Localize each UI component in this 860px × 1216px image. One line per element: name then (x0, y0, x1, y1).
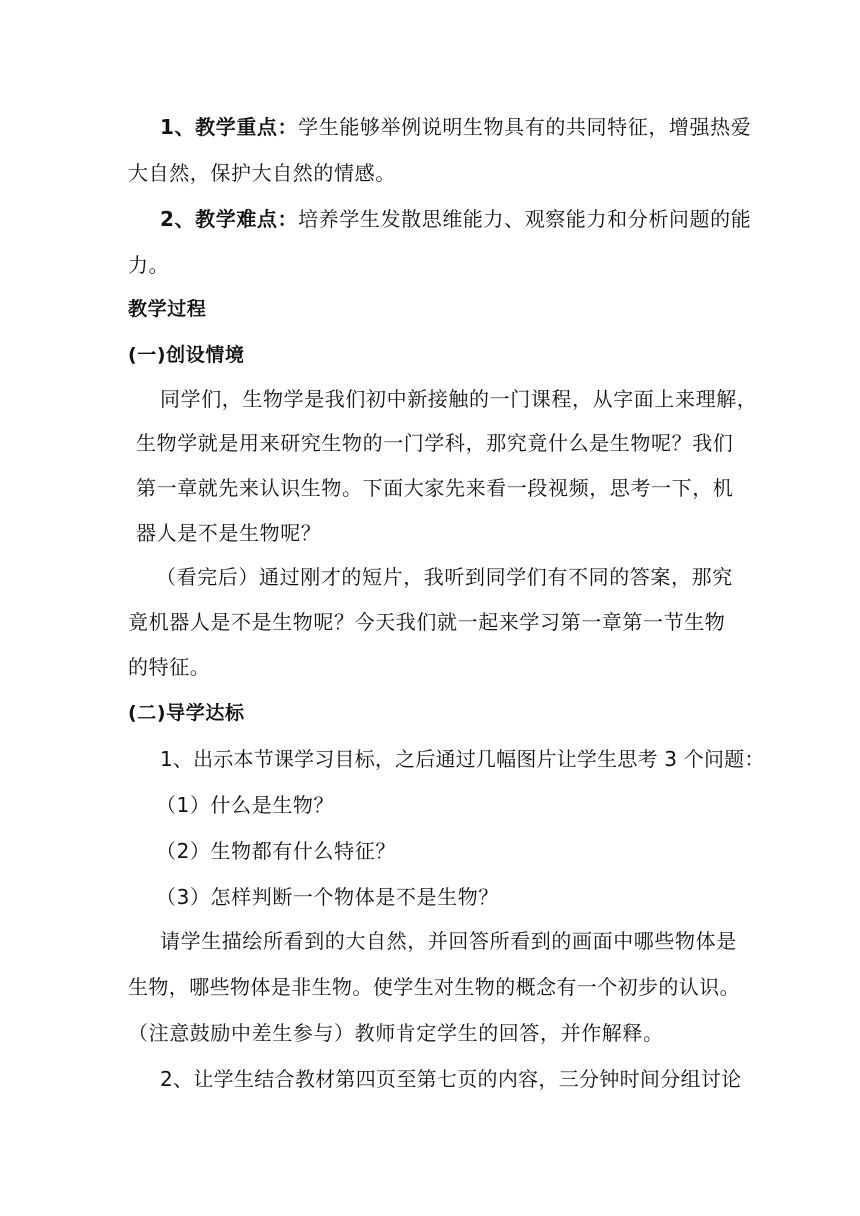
teaching-focus-label: 1、教学重点： (160, 115, 299, 139)
question-3: （3）怎样判断一个物体是不是生物？ (156, 885, 499, 909)
section-1-paragraph-2-line-2: 竟机器人是不是生物呢？今天我们就一起来学习第一章第一节生物 (128, 610, 726, 634)
teaching-process-heading: 教学过程 (128, 298, 207, 320)
question-1: （1）什么是生物？ (156, 793, 335, 817)
question-2: （2）生物都有什么特征？ (156, 839, 396, 863)
section-2-paragraph-3-line-2: 生物，哪些物体是非生物。使学生对生物的概念有一个初步的认识。 (128, 975, 740, 999)
section-1-paragraph-1-line-3: 第一章就先来认识生物。下面大家先来看一段视频，思考一下，机 (136, 476, 734, 500)
section-2-paragraph-3-line-3: （注意鼓励中差生参与）教师肯定学生的回答，并作解释。 (128, 1021, 664, 1045)
teaching-focus-line-2: 大自然，保护大自然的情感。 (128, 161, 396, 185)
section-1-heading: (一)创设情境 (128, 344, 245, 366)
section-2-heading: (二)导学达标 (128, 702, 245, 724)
section-2-paragraph-4: 2、让学生结合教材第四页至第七页的内容，三分钟时间分组讨论 (160, 1067, 742, 1091)
section-1-paragraph-1-line-1: 同学们，生物学是我们初中新接触的一门课程，从字面上来理解， (160, 387, 758, 411)
section-1-paragraph-2-line-1: （看完后）通过刚才的短片，我听到同学们有不同的答案，那究 (156, 565, 733, 589)
section-1-paragraph-1-line-2: 生物学就是用来研究生物的一门学科，那究竟什么是生物呢？我们 (136, 431, 734, 455)
section-2-intro: 1、出示本节课学习目标，之后通过几幅图片让学生思考 3 个问题： (160, 747, 765, 771)
section-1-paragraph-1-line-4: 器人是不是生物呢？ (136, 521, 322, 545)
teaching-difficulty-line-2: 力。 (128, 253, 170, 277)
teaching-focus-text: 学生能够举例说明生物具有的共同特征，增强热爱 (298, 115, 752, 139)
section-2-paragraph-3-line-1: 请学生描绘所看到的大自然，并回答所看到的画面中哪些物体是 (160, 929, 737, 953)
teaching-focus-line-1 (160, 112, 751, 142)
section-1-paragraph-2-line-3: 的特征。 (128, 655, 211, 679)
teaching-difficulty-line-1 (160, 204, 751, 234)
teaching-difficulty-text: 培养学生发散思维能力、观察能力和分析问题的能 (298, 207, 752, 231)
teaching-difficulty-label: 2、教学难点： (160, 207, 299, 231)
